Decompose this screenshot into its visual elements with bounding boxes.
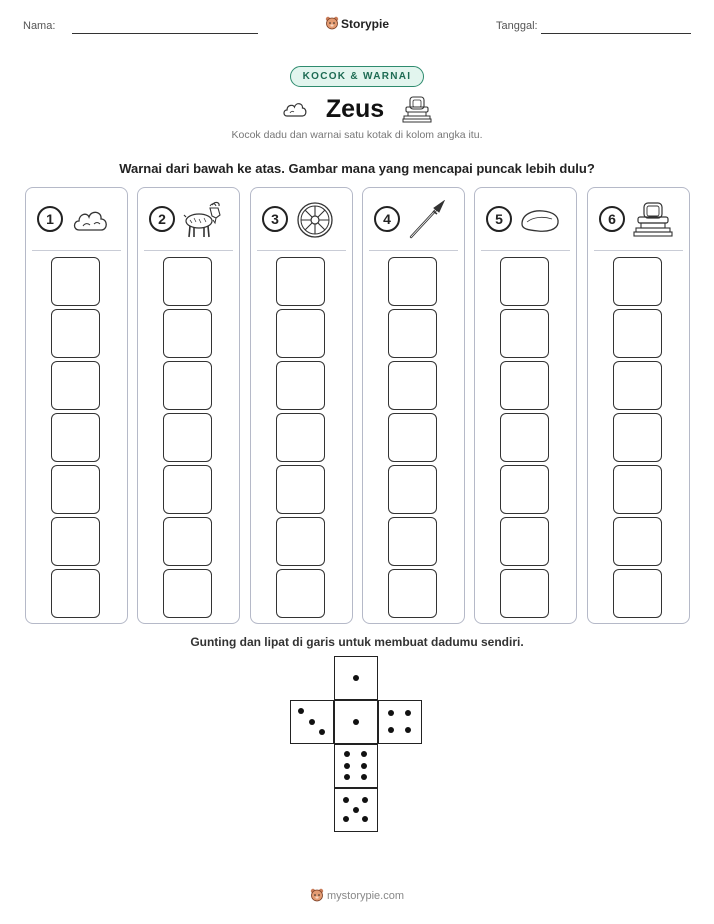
goat-icon <box>182 200 224 240</box>
column-divider <box>481 250 570 251</box>
column-header <box>588 200 689 240</box>
activity-badge: KOCOK & WARNAI <box>290 66 425 87</box>
color-cell[interactable] <box>276 517 325 566</box>
instruction: Warnai dari bawah ke atas. Gambar mana yang mencapai puncak lebih dulu? <box>119 161 595 176</box>
dice-pip <box>298 708 304 714</box>
color-cell[interactable] <box>163 517 212 566</box>
column-5 <box>474 187 577 624</box>
column-divider <box>594 250 683 251</box>
color-cell[interactable] <box>163 361 212 410</box>
dice-face <box>334 788 378 832</box>
column-header <box>251 200 352 240</box>
color-cell[interactable] <box>388 465 437 514</box>
column-number: 6 <box>599 206 625 232</box>
footer <box>0 888 714 902</box>
cloud-icon <box>70 200 112 240</box>
shield-icon <box>295 200 337 240</box>
color-cell[interactable] <box>276 257 325 306</box>
color-cell[interactable] <box>613 361 662 410</box>
dice-pip <box>388 710 394 716</box>
dice-face <box>378 700 422 744</box>
color-cell[interactable] <box>500 361 549 410</box>
dice-pip <box>361 751 367 757</box>
column-divider <box>257 250 346 251</box>
column-header <box>26 200 127 240</box>
dice-face <box>334 744 378 788</box>
color-cell[interactable] <box>500 257 549 306</box>
color-cell[interactable] <box>163 257 212 306</box>
dice-net <box>290 656 424 835</box>
dice-pip <box>343 797 349 803</box>
color-cell[interactable] <box>613 465 662 514</box>
dice-pip <box>362 816 368 822</box>
dice-face <box>334 656 378 700</box>
dice-pip <box>353 719 359 725</box>
page-title: Zeus <box>325 94 385 123</box>
stone-icon <box>519 200 561 240</box>
color-cell[interactable] <box>51 465 100 514</box>
color-cell[interactable] <box>500 569 549 618</box>
dice-pip <box>353 675 359 681</box>
column-number: 5 <box>486 206 512 232</box>
date-label: Tanggal: <box>496 20 538 32</box>
dice-pip <box>344 774 350 780</box>
spear-icon <box>407 200 449 240</box>
cloud-icon <box>282 98 308 120</box>
bear-logo-icon <box>310 888 324 902</box>
dice-pip <box>343 816 349 822</box>
dice-pip <box>361 763 367 769</box>
column-header <box>138 200 239 240</box>
color-cell[interactable] <box>388 413 437 462</box>
column-number: 2 <box>149 206 175 232</box>
column-header <box>363 200 464 240</box>
dice-face <box>290 700 334 744</box>
date-line[interactable] <box>541 33 691 34</box>
column-3 <box>250 187 353 624</box>
color-cell[interactable] <box>51 361 100 410</box>
color-cell[interactable] <box>388 569 437 618</box>
color-cell[interactable] <box>276 309 325 358</box>
color-cell[interactable] <box>388 257 437 306</box>
color-cell[interactable] <box>51 309 100 358</box>
dice-face <box>334 700 378 744</box>
column-header <box>475 200 576 240</box>
color-cell[interactable] <box>388 309 437 358</box>
color-cell[interactable] <box>51 569 100 618</box>
color-cell[interactable] <box>613 257 662 306</box>
color-cell[interactable] <box>388 361 437 410</box>
footer-url: mystorypie.com <box>326 890 405 902</box>
column-number: 4 <box>374 206 400 232</box>
color-cell[interactable] <box>613 309 662 358</box>
dice-pip <box>344 763 350 769</box>
color-cell[interactable] <box>500 517 549 566</box>
cut-instruction: Gunting dan lipat di garis untuk membuat dadumu sendiri. <box>190 635 524 649</box>
subtitle: Kocok dadu dan warnai satu kotak di kolom angka itu. <box>231 129 483 141</box>
bear-logo-icon <box>325 16 339 30</box>
name-line[interactable] <box>72 33 258 34</box>
column-number: 1 <box>37 206 63 232</box>
color-cell[interactable] <box>51 413 100 462</box>
color-cell[interactable] <box>500 309 549 358</box>
brand-name: Storypie <box>340 17 389 31</box>
color-cell[interactable] <box>388 517 437 566</box>
title-row <box>0 92 714 126</box>
color-cell[interactable] <box>276 413 325 462</box>
throne-icon <box>402 95 432 123</box>
column-divider <box>32 250 121 251</box>
throne-icon <box>632 200 674 240</box>
color-cell[interactable] <box>51 517 100 566</box>
color-cell[interactable] <box>500 465 549 514</box>
dice-pip <box>353 807 359 813</box>
color-cell[interactable] <box>500 413 549 462</box>
color-cell[interactable] <box>613 517 662 566</box>
color-cell[interactable] <box>51 257 100 306</box>
color-cell[interactable] <box>163 465 212 514</box>
dice-pip <box>319 729 325 735</box>
race-columns <box>25 187 690 624</box>
color-cell[interactable] <box>163 569 212 618</box>
brand-logo <box>0 16 714 31</box>
column-divider <box>144 250 233 251</box>
color-cell[interactable] <box>163 413 212 462</box>
column-2 <box>137 187 240 624</box>
worksheet-header <box>0 16 714 40</box>
column-6 <box>587 187 690 624</box>
color-cell[interactable] <box>276 465 325 514</box>
dice-pip <box>344 751 350 757</box>
badge-container <box>0 66 714 87</box>
dice-pip <box>362 797 368 803</box>
color-cell[interactable] <box>276 361 325 410</box>
dice-pip <box>405 727 411 733</box>
column-divider <box>369 250 458 251</box>
dice-pip <box>361 774 367 780</box>
color-cell[interactable] <box>613 413 662 462</box>
color-cell[interactable] <box>276 569 325 618</box>
column-number: 3 <box>262 206 288 232</box>
dice-pip <box>405 710 411 716</box>
name-label: Nama: <box>23 20 56 32</box>
color-cell[interactable] <box>613 569 662 618</box>
dice-pip <box>388 727 394 733</box>
column-4 <box>362 187 465 624</box>
color-cell[interactable] <box>163 309 212 358</box>
column-1 <box>25 187 128 624</box>
dice-pip <box>309 719 315 725</box>
